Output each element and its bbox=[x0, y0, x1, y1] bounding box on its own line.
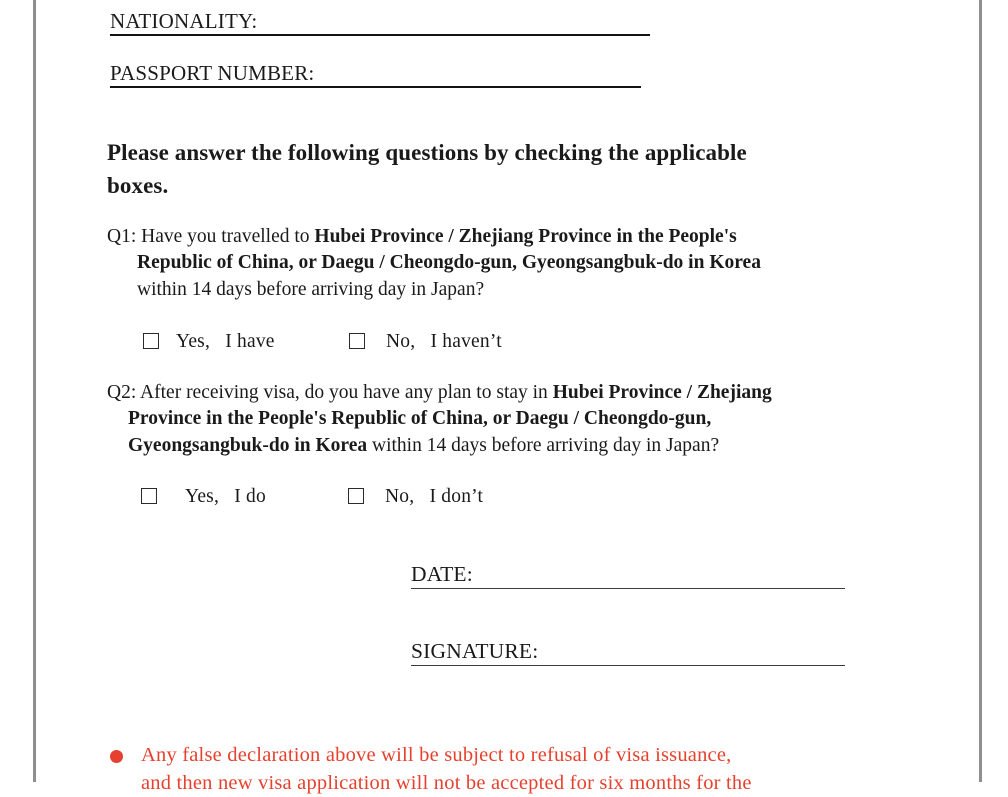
instructions-heading-line-2: boxes. bbox=[107, 172, 169, 198]
q2-option-yes bbox=[141, 485, 266, 509]
q2-line-3: Gyeongsangbuk-do in Korea within 14 days before arriving day in Japan? bbox=[128, 434, 720, 456]
question-q1 bbox=[107, 224, 907, 303]
nationality-label: NATIONALITY: bbox=[110, 9, 258, 33]
q1-option-yes bbox=[143, 330, 275, 354]
q2-line-1: Q2: After receiving visa, do you have any plan to stay in Hubei Province / Zhejiang bbox=[107, 382, 772, 403]
signature-field bbox=[411, 638, 845, 666]
nationality-field bbox=[110, 8, 650, 36]
false-declaration-note bbox=[141, 741, 931, 797]
bullet-icon bbox=[110, 750, 123, 763]
q2-yes-label: Yes, I do bbox=[185, 486, 266, 507]
passport-number-label: PASSPORT NUMBER: bbox=[110, 61, 315, 85]
q1-yes-label: Yes, I have bbox=[176, 331, 275, 352]
instructions-heading bbox=[107, 137, 907, 202]
q2-yes-checkbox[interactable] bbox=[141, 488, 157, 504]
date-input[interactable] bbox=[473, 563, 845, 588]
date-label: DATE: bbox=[411, 562, 473, 586]
nationality-input[interactable] bbox=[257, 10, 650, 34]
date-field bbox=[411, 561, 845, 589]
signature-label: SIGNATURE: bbox=[411, 639, 539, 663]
note-line-1: Any false declaration above will be subject to refusal of visa issuance, bbox=[141, 744, 732, 766]
passport-number-input[interactable] bbox=[314, 62, 641, 86]
q2-option-no bbox=[348, 485, 483, 509]
note-line-2: and then new visa application will not be accepted for six months for the bbox=[141, 772, 752, 794]
q1-no-checkbox[interactable] bbox=[349, 333, 365, 349]
page-edge-left bbox=[33, 0, 36, 782]
signature-input[interactable] bbox=[538, 640, 845, 665]
q1-line-3: within 14 days before arriving day in Japan? bbox=[137, 278, 485, 300]
q2-no-checkbox[interactable] bbox=[348, 488, 364, 504]
q1-line-2: Republic of China, or Daegu / Cheongdo-gun, Gyeongsangbuk-do in Korea bbox=[137, 252, 761, 274]
q1-line-1: Q1: Have you travelled to Hubei Province / Zhejiang Province in the People's bbox=[107, 226, 737, 247]
q1-options-row bbox=[0, 330, 1008, 356]
instructions-heading-line-1: Please answer the following questions by checking the applicable bbox=[107, 140, 747, 165]
question-q2 bbox=[107, 380, 907, 459]
q2-no-label: No, I don’t bbox=[385, 486, 484, 507]
passport-number-field bbox=[110, 60, 641, 88]
q1-no-label: No, I haven’t bbox=[386, 331, 502, 352]
q2-options-row bbox=[0, 485, 1008, 511]
q2-line-2: Province in the People's Republic of China, or Daegu / Cheongdo-gun, bbox=[128, 408, 712, 430]
page-edge-right bbox=[979, 0, 982, 782]
q1-option-no bbox=[349, 330, 502, 354]
q1-yes-checkbox[interactable] bbox=[143, 333, 159, 349]
